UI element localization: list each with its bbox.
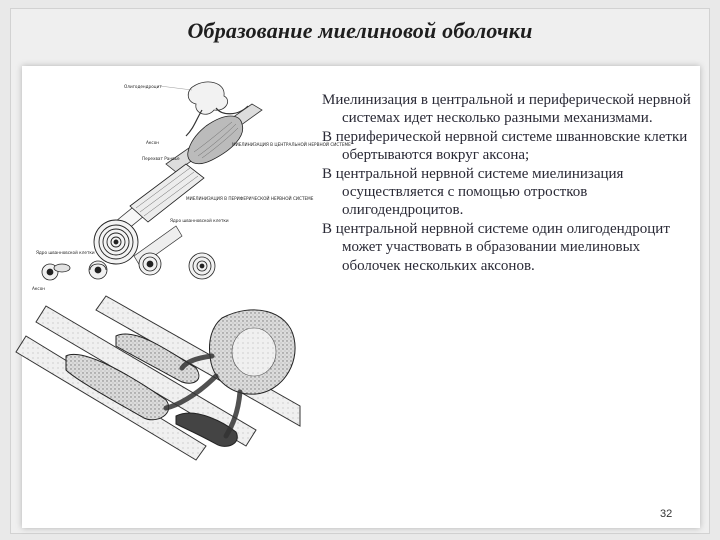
label-axon: Аксон [146,140,159,145]
label-cns-myelination: МИЕЛИНИЗАЦИЯ В ЦЕНТРАЛЬНОЙ НЕРВНОЙ СИСТЕМЕ [232,142,351,147]
paragraph: В центральной нервной системе один олигодендроцит может участвовать в образовании миелиновых оболочек нескольких аксонов. [322,220,670,274]
oligodendrocyte-body [210,310,296,394]
paragraph: Миелинизация в центральной и периферической нервной системах идет несколько разными механизмами. [322,92,691,127]
stage-3 [139,253,161,275]
stage-1 [42,264,70,280]
body-text [322,91,694,275]
label-ranvier-node: Перехват Ранвье [142,156,180,161]
paragraph: В центральной нервной системе миелинизация осуществляется с помощью отростков олигодендроцитов. [322,165,624,219]
oligodendrocyte-shape [188,82,227,114]
label-schwann-nucleus: Ядро шванновской клетки [170,218,229,223]
label-oligodendrocyte: Олигодендроцит [124,84,162,89]
slide-title: Образование миелиновой оболочки [187,18,533,43]
label-pns-myelination: МИЕЛИНИЗАЦИЯ В ПЕРИФЕРИЧЕСКОЙ НЕРВНОЙ СИСТЕМЕ [186,196,314,201]
schwann-spiral [94,220,138,264]
myelination-diagram-svg [26,76,351,296]
stage-4 [189,253,215,279]
label-schwann-nucleus-small: Ядро шванновской клетки [36,250,95,255]
cns-myelin-wrap [188,116,243,164]
myelination-diagram [26,76,351,296]
stage-2 [89,261,107,279]
oligodendrocyte-illustration-svg [26,296,300,486]
leader-line [160,86,192,90]
label-axon-small: Аксон [32,286,45,291]
paragraph: В периферической нервной системе шванновские клетки обертываются вокруг аксона; [322,128,688,164]
page-number: 32 [660,508,673,520]
oligodendrocyte-illustration [26,296,300,486]
